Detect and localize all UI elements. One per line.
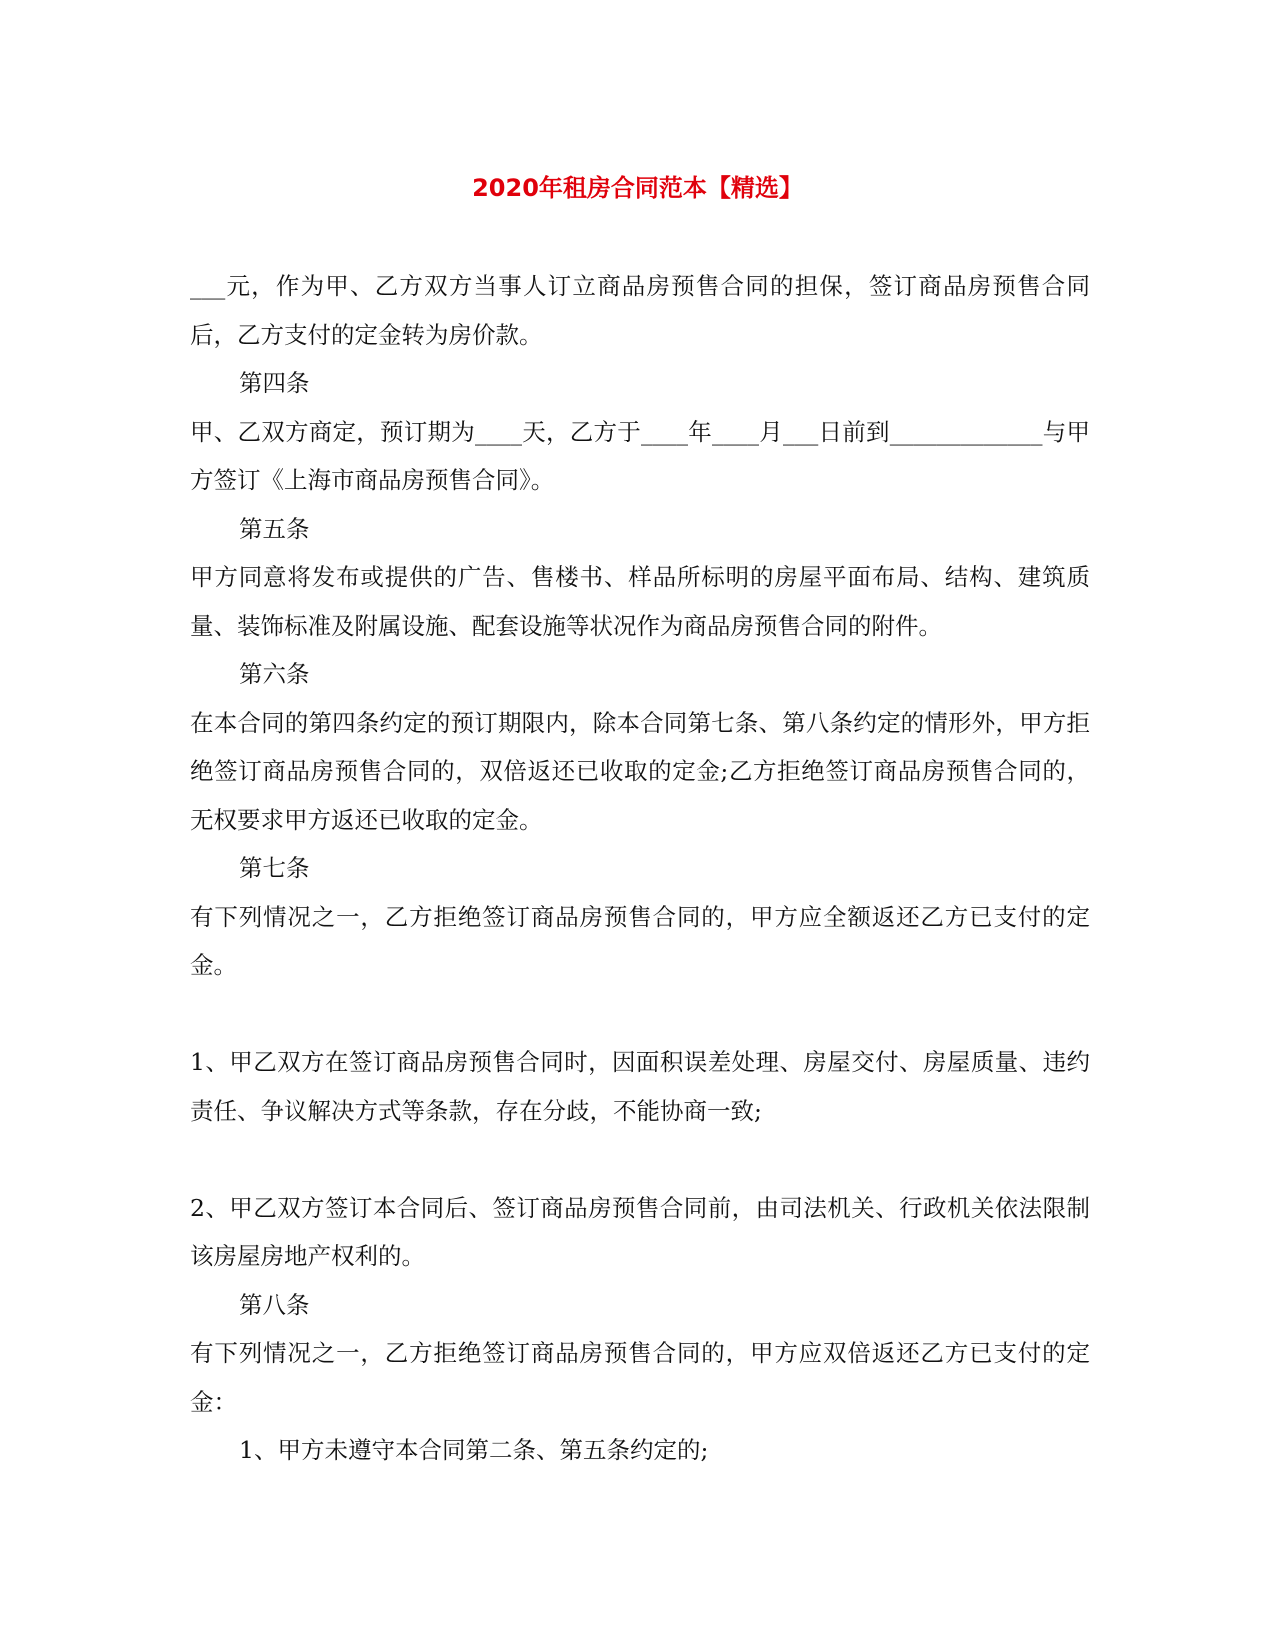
article-4-heading: 第四条 [239, 369, 310, 397]
article-5-text: 甲方同意将发布或提供的广告、售楼书、样品所标明的房屋平面布局、结构、建筑质量、装饰标准及附属设施、配套设施等状况作为商品房预售合同的附件。 [190, 563, 1090, 640]
spacer [190, 990, 1090, 1039]
document-title: 2020年租房合同范本【精选】 [472, 174, 803, 202]
article-7-item-2: 2、甲乙双方签订本合同后、签订商品房预售合同前，由司法机关、行政机关依法限制该房屋房地产权利的。 [190, 1193, 1090, 1270]
article-6-text: 在本合同的第四条约定的预订期限内，除本合同第七条、第八条约定的情形外，甲方拒绝签订商品房预售合同的，双倍返还已收取的定金;乙方拒绝签订商品房预售合同的，无权要求甲方返还已收取的定金。 [190, 708, 1090, 834]
article-4-text: 甲、乙双方商定，预订期为____天，乙方于____年____月___日前到_____________与甲方签订《上海市商品房预售合同》。 [190, 417, 1090, 494]
article-7-heading: 第七条 [239, 854, 310, 882]
article-5-heading: 第五条 [239, 514, 310, 543]
paragraph-deposit: ___元，作为甲、乙方双方当事人订立商品房预售合同的担保，签订商品房预售合同后，乙方支付的定金转为房价款。 [190, 272, 1090, 349]
article-8-text: 有下列情况之一，乙方拒绝签订商品房预售合同的，甲方应双倍返还乙方已支付的定金： [190, 1339, 1090, 1416]
article-6-heading: 第六条 [239, 660, 310, 688]
article-8-item-1: 1、甲方未遵守本合同第二条、第五条约定的; [239, 1436, 709, 1464]
article-7-item-1: 1、甲乙双方在签订商品房预售合同时，因面积误差处理、房屋交付、房屋质量、违约责任、争议解决方式等条款，存在分歧，不能协商一致; [190, 1048, 1090, 1125]
document-body [190, 262, 1090, 1475]
spacer [190, 1135, 1090, 1184]
article-8-heading: 第八条 [239, 1290, 310, 1319]
article-7-text: 有下列情况之一，乙方拒绝签订商品房预售合同的，甲方应全额返还乙方已支付的定金。 [190, 902, 1090, 979]
